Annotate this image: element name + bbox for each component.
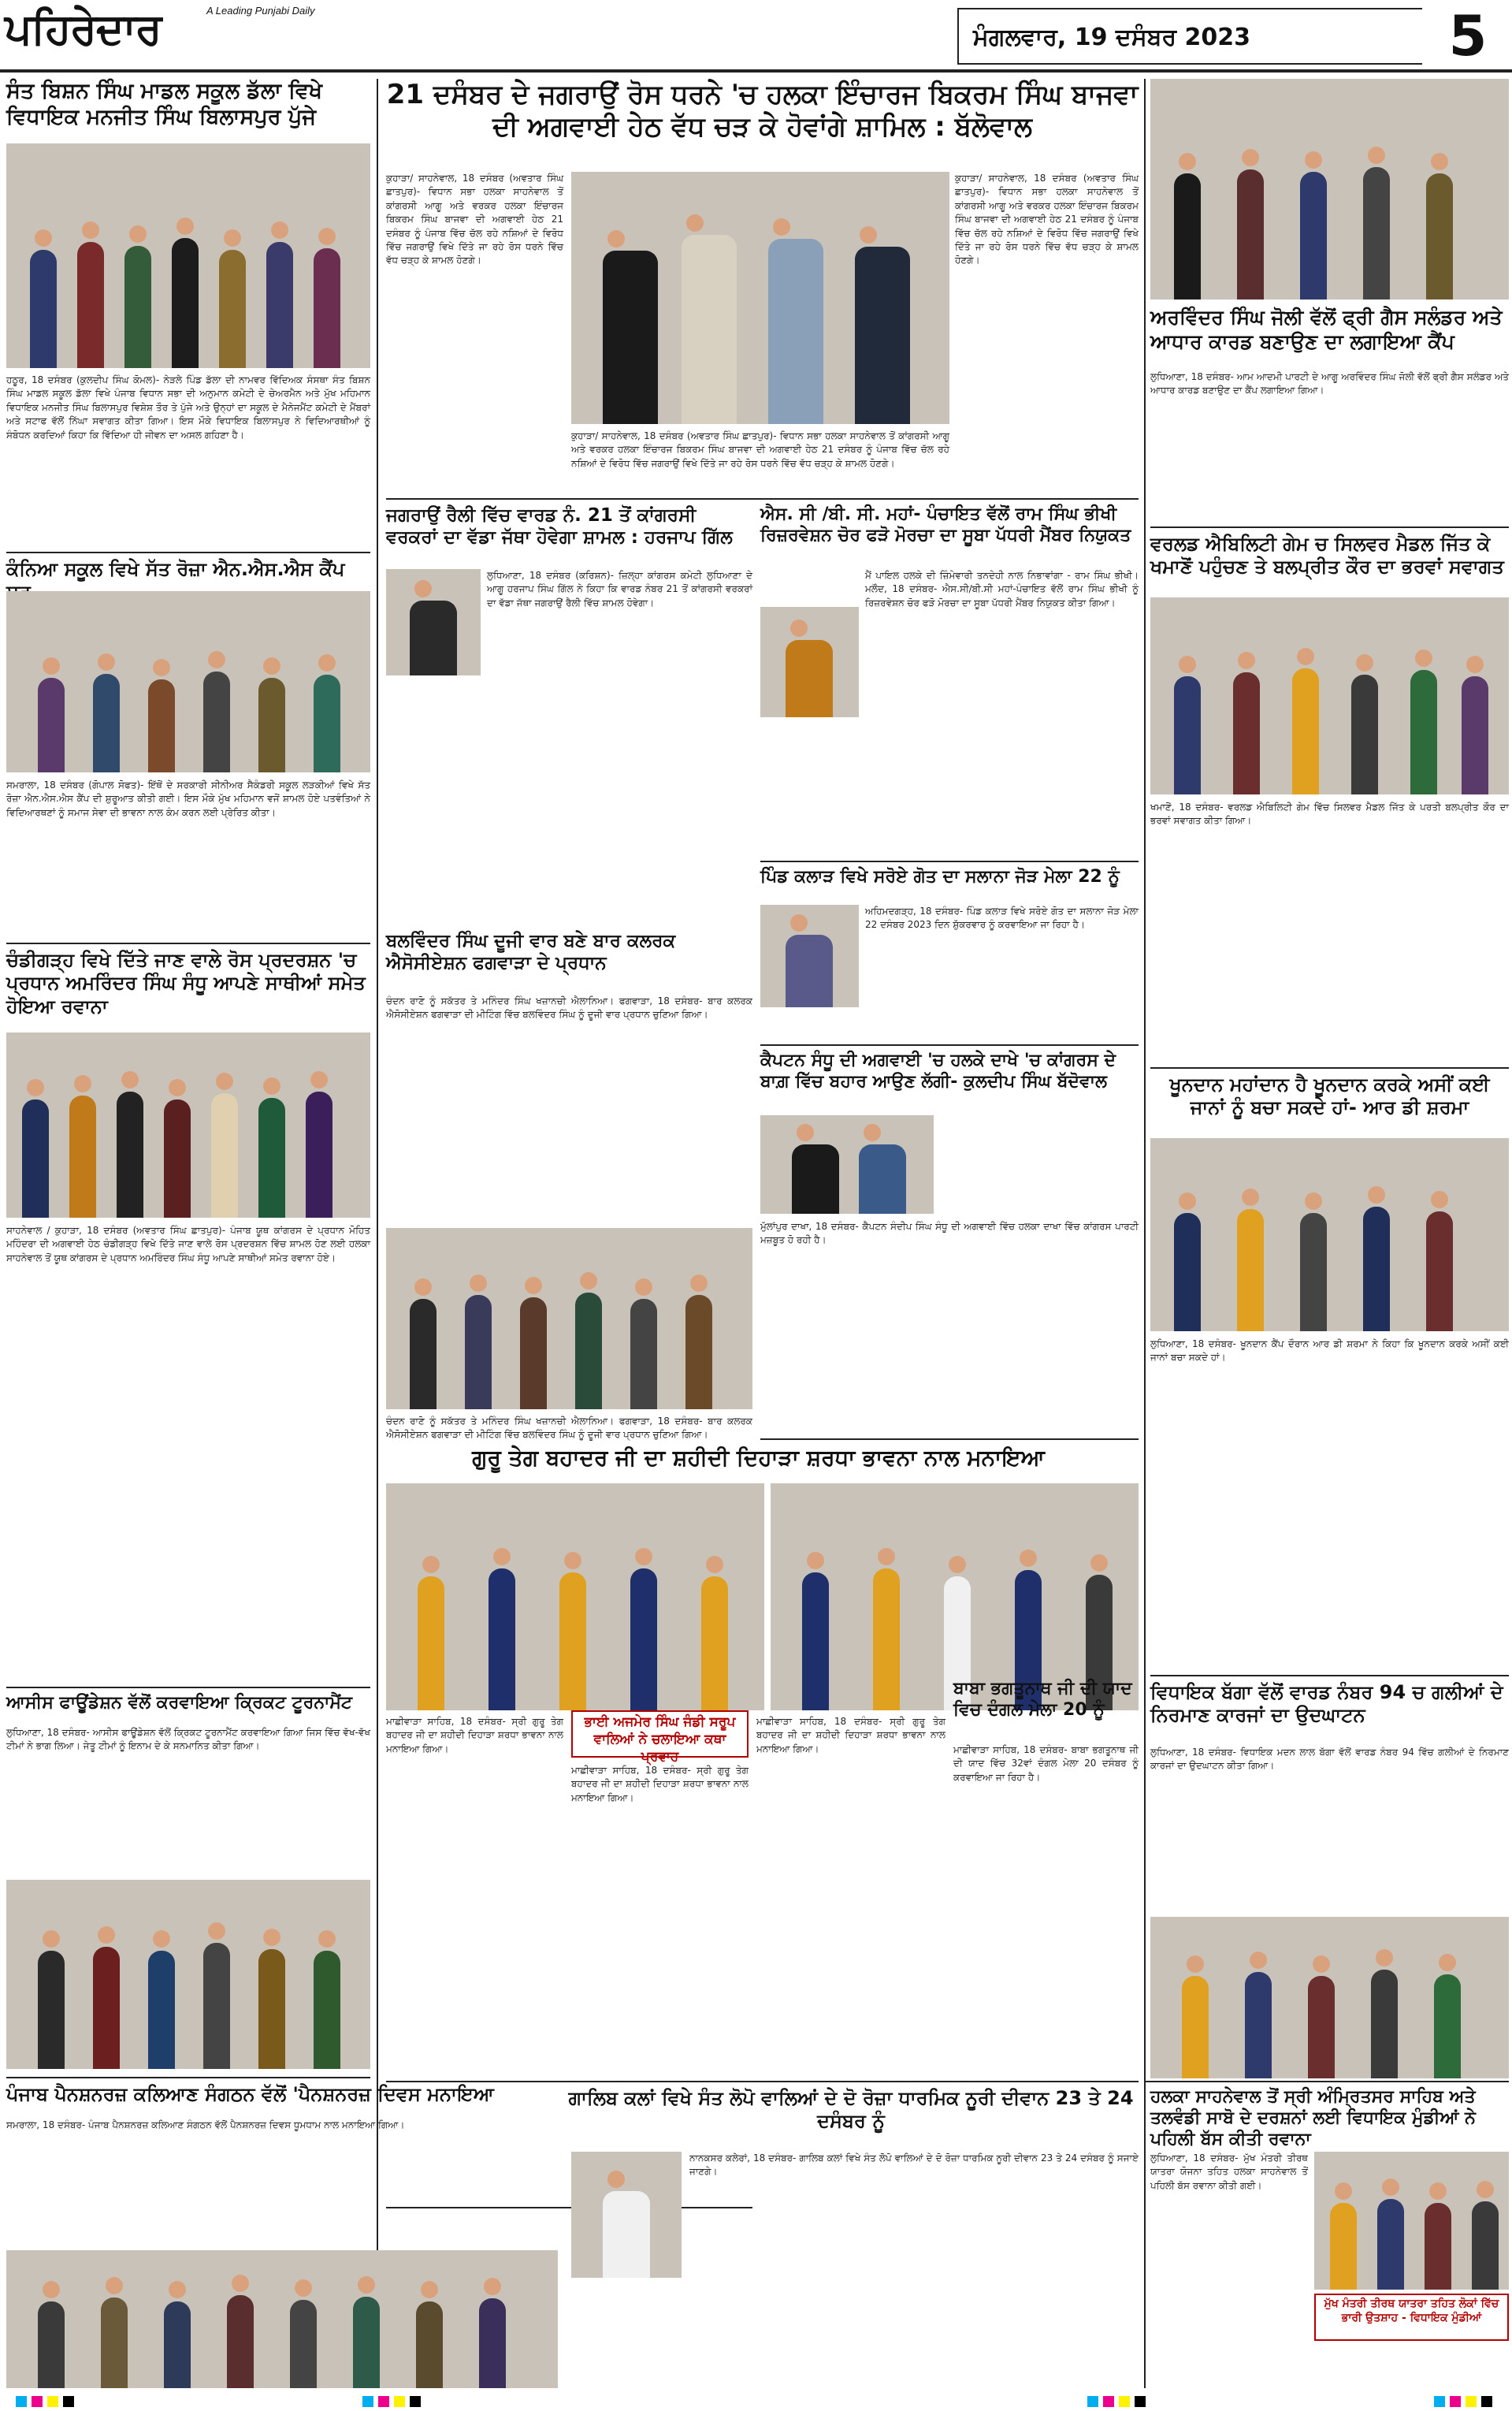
headline-b2: ਐਸ. ਸੀ /ਬੀ. ਸੀ. ਮਹਾਂ- ਪੰਚਾਇਤ ਵੱਲੋਂ ਰਾਮ ਸਿੰਘ ਭੀਖੀ ਰਿਜ਼ਰਵੇਸ਼ਨ ਚੋਰ ਫੜੋ ਮੋਰਚਾ ਦਾ ਸੂਬਾ ਪੱਧਰੀ ਮੈਂਬਰ ਨਿਯੁਕਤ [760, 504, 1131, 545]
article-body-d5: ਲੁਧਿਆਣਾ, 18 ਦਸੰਬਰ- ਮੁੱਖ ਮੰਤਰੀ ਤੀਰਥ ਯਾਤਰਾ ਯੋਜਨਾ ਤਹਿਤ ਹਲਕਾ ਸਾਹਨੇਵਾਲ ਤੋਂ ਪਹਿਲੀ ਬੱਸ ਰਵਾਨਾ ਕੀਤੀ ਗਈ। [1150, 2152, 1308, 2191]
issue-date: ਮੰਗਲਵਾਰ, 19 ਦਸੰਬਰ 2023 [957, 8, 1422, 65]
photo-protest-group [6, 1032, 370, 1218]
divider [1150, 526, 1509, 528]
photo-pilgrimage-bus [1314, 2152, 1509, 2290]
divider [6, 552, 370, 553]
article-body-c1-c: ਮਾਛੀਵਾੜਾ ਸਾਹਿਬ, 18 ਦਸੰਬਰ- ਸ੍ਰੀ ਗੁਰੂ ਤੇਗ ਬਹਾਦਰ ਜੀ ਦਾ ਸ਼ਹੀਦੀ ਦਿਹਾੜਾ ਸ਼ਰਧਾ ਭਾਵਨਾ ਨਾਲ ਮਨਾਇਆ ਗਿਆ। [756, 1716, 945, 1754]
divider [1150, 1675, 1509, 1676]
photo-nss-camp [6, 591, 370, 772]
column-rule [1144, 79, 1146, 2388]
divider [386, 498, 1139, 500]
photo-school-event [6, 143, 370, 368]
article-body-c1-b: ਮਾਛੀਵਾੜਾ ਸਾਹਿਬ, 18 ਦਸੰਬਰ- ਸ੍ਰੀ ਗੁਰੂ ਤੇਗ ਬਹਾਦਰ ਜੀ ਦਾ ਸ਼ਹੀਦੀ ਦਿਹਾੜਾ ਸ਼ਰਧਾ ਭਾਵਨਾ ਨਾਲ ਮਨਾਇਆ ਗਿਆ। [571, 1765, 749, 1803]
lead-body-col2: ਕੁਹਾੜਾ/ ਸਾਹਨੇਵਾਲ, 18 ਦਸੰਬਰ (ਅਵਤਾਰ ਸਿੰਘ ਛਾਤਪੁਰ)- ਵਿਧਾਨ ਸਭਾ ਹਲਕਾ ਸਾਹਨੇਵਾਲ ਤੋਂ ਕਾਂਗਰਸੀ ਆਗੂ ਅਤੇ ਵਰਕਰ ਹਲਕਾ ਇੰਚਾਰਜ ਬਿਕਰਮ ਸਿੰਘ ਬਾਜਵਾ ਦੀ ਅਗਵਾਈ ਹੇਠ 21 ਦਸੰਬਰ ਨੂੰ ਪੰਜਾਬ ਵਿੱਚ ਚੱਲ ਰਹੇ ਨਸ਼ਿਆਂ ਦੇ ਵਿਰੋਧ ਵਿੱਚ ਜਗਰਾਉਂ ਵਿਖੇ ਦਿੱਤੇ ਜਾ ਰਹੇ ਰੋਸ ਧਰਨੇ ਵਿੱਚ ਵੱਧ ਚੜ੍ਹ ਕੇ ਸ਼ਾਮਲ ਹੋਣਗੇ। [571, 430, 949, 469]
headline-c2: ਬਾਬਾ ਭਗਤੂਨਾਥ ਜੀ ਦੀ ਯਾਦ ਵਿਚ ਦੰਗਲ ਮੇਲਾ 20 ਨੂੰ [953, 1679, 1132, 1720]
headline-c3: ਗਾਲਿਬ ਕਲਾਂ ਵਿਖੇ ਸੰਤ ਲੋਪੋ ਵਾਲਿਆਂ ਦੇ ਦੋ ਰੋਜ਼ਾ ਧਾਰਮਿਕ ਨੂਰੀ ਦੀਵਾਨ 23 ਤੇ 24 ਦਸੰਬਰ ਨੂੰ [568, 2087, 1134, 2133]
photo-kalar-village [760, 905, 859, 1007]
headline-d1: ਅਰਵਿੰਦਰ ਸਿੰਘ ਜੋਲੀ ਵੱਲੋਂ ਫ੍ਰੀ ਗੈਸ ਸਲੰਡਰ ਅਤੇ ਆਧਾਰ ਕਾਰਡ ਬਣਾਉਣ ਦਾ ਲਗਾਇਆ ਕੈਂਪ [1150, 306, 1503, 353]
photo-ward-94-inauguration [1150, 1917, 1509, 2078]
headline-d2: ਵਰਲਡ ਐਬਿਲਿਟੀ ਗੇਮ ਚ ਸਿਲਵਰ ਮੈਡਲ ਜਿੱਤ ਕੇ ਖਮਾਣੋਂ ਪਹੁੰਚਣ ਤੇ ਬਲਪ੍ਰੀਤ ਕੌਰ ਦਾ ਭਰਵਾਂ ਸਵਾਗਤ [1150, 533, 1504, 579]
photo-gas-cylinder-camp [1150, 79, 1509, 300]
headline-b4: ਪਿੰਡ ਕਲਾੜ ਵਿਖੇ ਸਰੋਏ ਗੋਤ ਦਾ ਸਲਾਨਾ ਜੋੜ ਮੇਲਾ 22 ਨੂੰ [760, 867, 1120, 887]
divider [6, 2077, 370, 2078]
photo-shaheedi-gurpurab [386, 1483, 764, 1710]
headline-d3: ਖੂਨਦਾਨ ਮਹਾਂਦਾਨ ਹੈ ਖੂਨਦਾਨ ਕਰਕੇ ਅਸੀਂ ਕਈ ਜਾਨਾਂ ਨੂੰ ਬਚਾ ਸਕਦੇ ਹਾਂ- ਆਰ ਡੀ ਸ਼ਰਮਾ [1169, 1073, 1490, 1119]
divider [386, 2081, 1139, 2082]
headline-b5: ਕੈਪਟਨ ਸੰਧੂ ਦੀ ਅਗਵਾਈ 'ਚ ਹਲਕੇ ਦਾਖੇ 'ਚ ਕਾਂਗਰਸ ਦੇ ਬਾਗ਼ ਵਿੱਚ ਬਹਾਰ ਆਉਣ ਲੱਗੀ- ਕੁਲਦੀਪ ਸਿੰਘ ਬੱਦੋਵਾਲ [760, 1051, 1116, 1092]
headline-d4: ਵਿਧਾਇਕ ਬੱਗਾ ਵੱਲੋਂ ਵਾਰਡ ਨੰਬਰ 94 ਚ ਗਲੀਆਂ ਦੇ ਨਿਰਮਾਣ ਕਾਰਜਾਂ ਦਾ ਉਦਘਾਟਨ [1150, 1681, 1503, 1727]
masthead [0, 0, 1512, 73]
article-body-d1: ਲੁਧਿਆਣਾ, 18 ਦਸੰਬਰ- ਆਮ ਆਦਮੀ ਪਾਰਟੀ ਦੇ ਆਗੂ ਅਰਵਿੰਦਰ ਸਿੰਘ ਜੋਲੀ ਵੱਲੋਂ ਫ੍ਰੀ ਗੈਸ ਸਲੰਡਰ ਅਤੇ ਆਧਾਰ ਕਾਰਡ ਬਣਾਉਣ ਦਾ ਕੈਂਪ ਲਗਾਇਆ ਗਿਆ। [1150, 371, 1509, 396]
newspaper-logo: ਪਹਿਰੇਦਾਰ [5, 3, 162, 54]
lead-body-col3: ਕੁਹਾੜਾ/ ਸਾਹਨੇਵਾਲ, 18 ਦਸੰਬਰ (ਅਵਤਾਰ ਸਿੰਘ ਛਾਤਪੁਰ)- ਵਿਧਾਨ ਸਭਾ ਹਲਕਾ ਸਾਹਨੇਵਾਲ ਤੋਂ ਕਾਂਗਰਸੀ ਆਗੂ ਅਤੇ ਵਰਕਰ ਹਲਕਾ ਇੰਚਾਰਜ ਬਿਕਰਮ ਸਿੰਘ ਬਾਜਵਾ ਦੀ ਅਗਵਾਈ ਹੇਠ 21 ਦਸੰਬਰ ਨੂੰ ਪੰਜਾਬ ਵਿੱਚ ਚੱਲ ਰਹੇ ਨਸ਼ਿਆਂ ਦੇ ਵਿਰੋਧ ਵਿੱਚ ਜਗਰਾਉਂ ਵਿਖੇ ਦਿੱਤੇ ਜਾ ਰਹੇ ਰੋਸ ਧਰਨੇ ਵਿੱਚ ਵੱਧ ਚੜ੍ਹ ਕੇ ਸ਼ਾਮਲ ਹੋਣਗੇ। [955, 173, 1139, 266]
article-body-d3: ਲੁਧਿਆਣਾ, 18 ਦਸੰਬਰ- ਖੂਨਦਾਨ ਕੈਂਪ ਦੌਰਾਨ ਆਰ ਡੀ ਸ਼ਰਮਾ ਨੇ ਕਿਹਾ ਕਿ ਖੂਨਦਾਨ ਕਰਕੇ ਅਸੀਂ ਕਈ ਜਾਨਾਂ ਬਚਾ ਸਕਦੇ ਹਾਂ। [1150, 1338, 1509, 1364]
article-body-c3: ਨਾਨਕਸਰ ਕਲੇਰਾਂ, 18 ਦਸੰਬਰ- ਗਾਲਿਬ ਕਲਾਂ ਵਿਖੇ ਸੰਤ ਲੋਪੋ ਵਾਲਿਆਂ ਦੇ ਦੋ ਰੋਜ਼ਾ ਧਾਰਮਿਕ ਨੂਰੀ ਦੀਵਾਨ 23 ਤੇ 24 ਦਸੰਬਰ ਨੂੰ ਸਜਾਏ ਜਾਣਗੇ। [689, 2152, 1139, 2178]
headline-a3: ਚੰਡੀਗੜ੍ਹ ਵਿਖੇ ਦਿੱਤੇ ਜਾਣ ਵਾਲੇ ਰੋਸ ਪ੍ਰਦਰਸ਼ਨ 'ਚ ਪ੍ਰਧਾਨ ਅਮਰਿੰਦਰ ਸਿੰਘ ਸੰਧੂ ਆਪਣੇ ਸਾਥੀਆਂ ਸਮੇਤ ਹੋਇਆ ਰਵਾਨਾ [6, 949, 366, 1018]
photo-sant-lope-wale [571, 2152, 682, 2278]
photo-sangat-gathering [771, 1483, 1139, 1710]
divider [760, 861, 1139, 862]
headline-a4: ਆਸੀਸ ਫਾਊਂਡੇਸ਼ਨ ਵੱਲੋਂ ਕਰਵਾਇਆ ਕ੍ਰਿਕਟ ਟੂਰਨਾਮੈਂਟ [6, 1693, 353, 1713]
headline-b3: ਬਲਵਿੰਦਰ ਸਿੰਘ ਦੂਜੀ ਵਾਰ ਬਣੇ ਬਾਰ ਕਲਰਕ ਐਸੋਸੀਏਸ਼ਨ ਫਗਵਾੜਾ ਦੇ ਪ੍ਰਧਾਨ [386, 931, 676, 974]
photo-silver-medal-welcome [1150, 597, 1509, 794]
article-body-a1: ਹਠੂਰ, 18 ਦਸੰਬਰ (ਕੁਲਦੀਪ ਸਿੰਘ ਕੋਮਲ)- ਨੇੜਲੇ ਪਿੰਡ ਡੱਲਾ ਦੀ ਨਾਮਵਰ ਵਿੱਦਿਅਕ ਸੰਸਥਾ ਸੰਤ ਬਿਸ਼ਨ ਸਿੰਘ ਮਾਡਲ ਸਕੂਲ ਡੱਲਾ ਵਿਖੇ ਪੰਜਾਬ ਵਿਧਾਨ ਸਭਾ ਦੀ ਅਨੁਮਾਨ ਕਮੇਟੀ ਦੇ ਚੇਅਰਮੈਨ ਅਤੇ ਮੁੱਖ ਮਹਿਮਾਨ ਵਿਧਾਇਕ ਮਨਜੀਤ ਸਿੰਘ ਬਿਲਾਸਪੁਰ ਵਿਸ਼ੇਸ਼ ਤੌਰ ਤੇ ਪੁੱਜੇ ਅਤੇ ਉਨ੍ਹਾਂ ਦਾ ਸਕੂਲ ਦੇ ਮੈਨੇਜਮੈਂਟ ਕਮੇਟੀ ਦੇ ਮੈਂਬਰਾਂ ਅਤੇ ਸਟਾਫ ਵੱਲੋਂ ਨਿੱਘਾ ਸਵਾਗਤ ਕੀਤਾ ਗਿਆ। ਇਸ ਮੌਕੇ ਵਿਧਾਇਕ ਬਿਲਾਸਪੁਰ ਨੇ ਵਿਦਿਆਰਥੀਆਂ ਨੂੰ ਸੰਬੋਧਨ ਕਰਦਿਆਂ ਕਿਹਾ ਕਿ ਵਿੱਦਿਆ ਹੀ ਜੀਵਨ ਦਾ ਅਸਲ ਗਹਿਣਾ ਹੈ। [6, 374, 370, 441]
headline-d5: ਹਲਕਾ ਸਾਹਨੇਵਾਲ ਤੋਂ ਸ੍ਰੀ ਅੰਮ੍ਰਿਤਸਰ ਸਾਹਿਬ ਅਤੇ ਤਲਵੰਡੀ ਸਾਬੋ ਦੇ ਦਰਸ਼ਨਾਂ ਲਈ ਵਿਧਾਇਕ ਮੁੰਡੀਆਂ ਨੇ ਪਹਿਲੀ ਬੱਸ ਕੀਤੀ ਰਵਾਨਾ [1150, 2087, 1476, 2149]
article-body-d2: ਖਮਾਣੋਂ, 18 ਦਸੰਬਰ- ਵਰਲਡ ਐਬਿਲਿਟੀ ਗੇਮ ਵਿੱਚ ਸਿਲਵਰ ਮੈਡਲ ਜਿੱਤ ਕੇ ਪਰਤੀ ਬਲਪ੍ਰੀਤ ਕੌਰ ਦਾ ਭਰਵਾਂ ਸਵਾਗਤ ਕੀਤਾ ਗਿਆ। [1150, 802, 1509, 827]
article-body-b2: ਮੈਂ ਪਾਇਲ ਹਲਕੇ ਦੀ ਜ਼ਿੰਮੇਵਾਰੀ ਤਨਦੇਹੀ ਨਾਲ ਨਿਭਾਵਾਂਗਾ - ਰਾਮ ਸਿੰਘ ਭੀਖੀ। ਮਲੌਦ, 18 ਦਸੰਬਰ- ਐਸ.ਸੀ/ਬੀ.ਸੀ ਮਹਾਂ-ਪੰਚਾਇਤ ਵੱਲੋਂ ਰਾਮ ਸਿੰਘ ਭੀਖੀ ਨੂੰ ਰਿਜ਼ਰਵੇਸ਼ਨ ਚੋਰ ਫੜੋ ਮੋਰਚਾ ਦਾ ਸੂਬਾ ਪੱਧਰੀ ਮੈਂਬਰ ਨਿਯੁਕਤ ਕੀਤਾ ਗਿਆ। [865, 570, 1139, 608]
article-body-a2: ਸਮਰਾਲਾ, 18 ਦਸੰਬਰ (ਗੋਪਾਲ ਸੋਫਤ)- ਇੱਥੋਂ ਦੇ ਸਰਕਾਰੀ ਸੀਨੀਅਰ ਸੈਕੰਡਰੀ ਸਕੂਲ ਲੜਕੀਆਂ ਵਿਖੇ ਸੱਤ ਰੋਜ਼ਾ ਐਨ.ਐਸ.ਐਸ ਕੈਂਪ ਦੀ ਸ਼ੁਰੂਆਤ ਕੀਤੀ ਗਈ। ਇਸ ਮੌਕੇ ਮੁੱਖ ਮਹਿਮਾਨ ਵਜੋਂ ਸ਼ਾਮਲ ਹੋਏ ਪਤਵੰਤਿਆਂ ਨੇ ਵਿਦਿਆਰਥਣਾਂ ਨੂੰ ਸਮਾਜ ਸੇਵਾ ਦੀ ਭਾਵਨਾ ਨਾਲ ਕੰਮ ਕਰਨ ਲਈ ਪ੍ਰੇਰਿਤ ਕੀਤਾ। [6, 779, 370, 818]
divider [6, 1687, 370, 1688]
divider [760, 1438, 1139, 1440]
article-body-a3: ਸਾਹਨੇਵਾਲ / ਕੁਹਾੜਾ, 18 ਦਸੰਬਰ (ਅਵਤਾਰ ਸਿੰਘ ਛਾਤਪੁਰ)- ਪੰਜਾਬ ਯੂਥ ਕਾਂਗਰਸ ਦੇ ਪ੍ਰਧਾਨ ਮੋਹਿਤ ਮਹਿੰਦਰਾ ਦੀ ਅਗਵਾਈ ਹੇਠ ਚੰਡੀਗੜ੍ਹ ਵਿਖੇ ਦਿੱਤੇ ਜਾਣ ਵਾਲੇ ਰੋਸ ਪ੍ਰਦਰਸ਼ਨ ਵਿੱਚ ਸ਼ਾਮਲ ਹੋਣ ਲਈ ਹਲਕਾ ਸਾਹਨੇਵਾਲ ਤੋਂ ਯੂਥ ਕਾਂਗਰਸ ਦੇ ਪ੍ਰਧਾਨ ਅਮਰਿੰਦਰ ਸਿੰਘ ਸੰਧੂ ਆਪਣੇ ਸਾਥੀਆਂ ਸਮੇਤ ਰਵਾਨਾ ਹੋਏ। [6, 1225, 370, 1263]
photo-pensioners-day [6, 2250, 558, 2388]
photo-caption-c1: ਭਾਈ ਅਜਮੇਰ ਸਿੰਘ ਜੰਡੀ ਸਰੂਪ ਵਾਲਿਆਂ ਨੇ ਚਲਾਇਆ ਕਥਾ ਪ੍ਰਵਾਹ [571, 1710, 749, 1758]
divider [760, 1044, 1139, 1046]
article-body-b3-cont: ਚੰਦਨ ਰਾਣੋ ਨੂੰ ਸਕੱਤਰ ਤੇ ਮਨਿੰਦਰ ਸਿੰਘ ਖਜ਼ਾਨਚੀ ਐਲਾਨਿਆ। ਫਗਵਾੜਾ, 18 ਦਸੰਬਰ- ਬਾਰ ਕਲਰਕ ਐਸੋਸੀਏਸ਼ਨ ਫਗਵਾੜਾ ਦੀ ਮੀਟਿੰਗ ਵਿੱਚ ਬਲਵਿੰਦਰ ਸਿੰਘ ਨੂੰ ਦੂਜੀ ਵਾਰ ਪ੍ਰਧਾਨ ਚੁਣਿਆ ਗਿਆ। [386, 1416, 752, 1441]
photo-cricket-tournament [6, 1880, 370, 2069]
lead-body-col: ਕੁਹਾੜਾ/ ਸਾਹਨੇਵਾਲ, 18 ਦਸੰਬਰ (ਅਵਤਾਰ ਸਿੰਘ ਛਾਤਪੁਰ)- ਵਿਧਾਨ ਸਭਾ ਹਲਕਾ ਸਾਹਨੇਵਾਲ ਤੋਂ ਕਾਂਗਰਸੀ ਆਗੂ ਅਤੇ ਵਰਕਰ ਹਲਕਾ ਇੰਚਾਰਜ ਬਿਕਰਮ ਸਿੰਘ ਬਾਜਵਾ ਦੀ ਅਗਵਾਈ ਹੇਠ 21 ਦਸੰਬਰ ਨੂੰ ਪੰਜਾਬ ਵਿੱਚ ਚੱਲ ਰਹੇ ਨਸ਼ਿਆਂ ਦੇ ਵਿਰੋਧ ਵਿੱਚ ਜਗਰਾਉਂ ਵਿਖੇ ਦਿੱਤੇ ਜਾ ਰਹੇ ਰੋਸ ਧਰਨੇ ਵਿੱਚ ਵੱਧ ਚੜ੍ਹ ਕੇ ਸ਼ਾਮਲ ਹੋਣਗੇ। [386, 173, 563, 266]
headline-a2: ਕੰਨਿਆ ਸਕੂਲ ਵਿਖੇ ਸੱਤ ਰੋਜ਼ਾ ਐਨ.ਐਸ.ਐਸ ਕੈਂਪ [6, 558, 345, 580]
photo-bar-clerk-association [386, 1228, 752, 1409]
article-body-d4: ਲੁਧਿਆਣਾ, 18 ਦਸੰਬਰ- ਵਿਧਾਇਕ ਮਦਨ ਲਾਲ ਬੱਗਾ ਵੱਲੋਂ ਵਾਰਡ ਨੰਬਰ 94 ਵਿੱਚ ਗਲੀਆਂ ਦੇ ਨਿਰਮਾਣ ਕਾਰਜਾਂ ਦਾ ਉਦਘਾਟਨ ਕੀਤਾ ਗਿਆ। [1150, 1747, 1509, 1772]
headline-b1: ਜਗਰਾਉਂ ਰੈਲੀ ਵਿੱਚ ਵਾਰਡ ਨੰ. 21 ਤੋਂ ਕਾਂਗਰਸੀ ਵਰਕਰਾਂ ਦਾ ਵੱਡਾ ਜੱਥਾ ਹੋਵੇਗਾ ਸ਼ਾਮਲ : ਹਰਜਾਪ ਗਿੱਲ [386, 505, 733, 549]
article-body-a4: ਲੁਧਿਆਣਾ, 18 ਦਸੰਬਰ- ਆਸੀਸ ਫਾਊਂਡੇਸ਼ਨ ਵੱਲੋਂ ਕ੍ਰਿਕਟ ਟੂਰਨਾਮੈਂਟ ਕਰਵਾਇਆ ਗਿਆ ਜਿਸ ਵਿੱਚ ਵੱਖ-ਵੱਖ ਟੀਮਾਂ ਨੇ ਭਾਗ ਲਿਆ। ਜੇਤੂ ਟੀਮਾਂ ਨੂੰ ਇਨਾਮ ਦੇ ਕੇ ਸਨਮਾਨਿਤ ਕੀਤਾ ਗਿਆ। [6, 1727, 370, 1752]
photo-blood-donation [1150, 1138, 1509, 1331]
article-body-b1: ਲੁਧਿਆਣਾ, 18 ਦਸੰਬਰ (ਕਰਿਸ਼ਨ)- ਜ਼ਿਲ੍ਹਾ ਕਾਂਗਰਸ ਕਮੇਟੀ ਲੁਧਿਆਣਾ ਦੇ ਆਗੂ ਹਰਜਾਪ ਸਿੰਘ ਗਿੱਲ ਨੇ ਕਿਹਾ ਕਿ ਵਾਰਡ ਨੰਬਰ 21 ਤੋਂ ਕਾਂਗਰਸੀ ਵਰਕਰਾਂ ਦਾ ਵੱਡਾ ਜੱਥਾ ਜਗਰਾਉਂ ਰੈਲੀ ਵਿੱਚ ਸ਼ਾਮਲ ਹੋਵੇਗਾ। [487, 570, 752, 608]
headline-a5: ਪੰਜਾਬ ਪੈਨਸ਼ਨਰਜ਼ ਕਲਿਆਣ ਸੰਗਠਨ ਵੱਲੋਂ 'ਪੈਨਸ਼ਨਰਜ਼ ਦਿਵਸ ਮਨਾਇਆ [6, 2083, 494, 2105]
photo-caption-d5: ਮੁੱਖ ਮੰਤਰੀ ਤੀਰਥ ਯਾਤਰਾ ਤਹਿਤ ਲੋਕਾਂ ਵਿੱਚ ਭਾਰੀ ਉਤਸ਼ਾਹ - ਵਿਧਾਇਕ ਮੁੰਡੀਆਂ [1314, 2294, 1509, 2341]
article-body-b3: ਚੰਦਨ ਰਾਣੋ ਨੂੰ ਸਕੱਤਰ ਤੇ ਮਨਿੰਦਰ ਸਿੰਘ ਖਜ਼ਾਨਚੀ ਐਲਾਨਿਆ। ਫਗਵਾੜਾ, 18 ਦਸੰਬਰ- ਬਾਰ ਕਲਰਕ ਐਸੋਸੀਏਸ਼ਨ ਫਗਵਾੜਾ ਦੀ ਮੀਟਿੰਗ ਵਿੱਚ ਬਲਵਿੰਦਰ ਸਿੰਘ ਨੂੰ ਦੂਜੀ ਵਾਰ ਪ੍ਰਧਾਨ ਚੁਣਿਆ ਗਿਆ। [386, 995, 752, 1021]
article-body-c1: ਮਾਛੀਵਾੜਾ ਸਾਹਿਬ, 18 ਦਸੰਬਰ- ਸ੍ਰੀ ਗੁਰੂ ਤੇਗ ਬਹਾਦਰ ਜੀ ਦਾ ਸ਼ਹੀਦੀ ਦਿਹਾੜਾ ਸ਼ਰਧਾ ਭਾਵਨਾ ਨਾਲ ਮਨਾਇਆ ਗਿਆ। [386, 1716, 563, 1754]
photo-harjap-gill [386, 569, 481, 675]
article-body-b4: ਅਹਿਮਦਗੜ੍ਹ, 18 ਦਸੰਬਰ- ਪਿੰਡ ਕਲਾੜ ਵਿਖੇ ਸਰੋਏ ਗੋਤ ਦਾ ਸਲਾਨਾ ਜੋੜ ਮੇਲਾ 22 ਦਸੰਬਰ 2023 ਦਿਨ ਸ਼ੁੱਕਰਵਾਰ ਨੂੰ ਕਰਵਾਇਆ ਜਾ ਰਿਹਾ ਹੈ। [865, 906, 1139, 931]
photo-captain-sandhu [760, 1115, 934, 1214]
column-rule [377, 79, 378, 2388]
article-body-c2: ਮਾਛੀਵਾੜਾ ਸਾਹਿਬ, 18 ਦਸੰਬਰ- ਬਾਬਾ ਭਗਤੂਨਾਥ ਜੀ ਦੀ ਯਾਦ ਵਿੱਚ 32ਵਾਂ ਦੰਗਲ ਮੇਲਾ 20 ਦਸੰਬਰ ਨੂੰ ਕਰਵਾਇਆ ਜਾ ਰਿਹਾ ਹੈ। [953, 1744, 1139, 1783]
divider [6, 943, 370, 944]
registration-bar [0, 2393, 1512, 2411]
divider [1144, 2081, 1509, 2082]
article-body-a5: ਸਮਰਾਲਾ, 18 ਦਸੰਬਰ- ਪੰਜਾਬ ਪੈਨਸ਼ਨਰਜ਼ ਕਲਿਆਣ ਸੰਗਠਨ ਵੱਲੋਂ ਪੈਨਸ਼ਨਰਜ਼ ਦਿਵਸ ਧੂਮਧਾਮ ਨਾਲ ਮਨਾਇਆ ਗਿਆ। [6, 2119, 405, 2130]
photo-congress-leaders [571, 172, 949, 424]
headline-a1: ਸੰਤ ਬਿਸ਼ਨ ਸਿੰਘ ਮਾਡਲ ਸਕੂਲ ਡੱਲਾ ਵਿਖੇ ਵਿਧਾਇਕ ਮਨਜੀਤ ਸਿੰਘ ਬਿਲਾਸਪੁਰ ਪੁੱਜੇ [6, 79, 322, 129]
tagline: A Leading Punjabi Daily [206, 5, 315, 17]
lead-headline: 21 ਦਸੰਬਰ ਦੇ ਜਗਰਾਉਂ ਰੋਸ ਧਰਨੇ 'ਚ ਹਲਕਾ ਇੰਚਾਰਜ ਬਿਕਰਮ ਸਿੰਘ ਬਾਜਵਾ ਦੀ ਅਗਵਾਈ ਹੇਠ ਵੱਧ ਚੜ ਕੇ ਹੋਵਾਂਗੇ ਸ਼ਾਮਿਲ : ਬੱਲੋਵਾਲ [386, 79, 1139, 143]
headline-c1: ਗੁਰੂ ਤੇਗ ਬਹਾਦਰ ਜੀ ਦਾ ਸ਼ਹੀਦੀ ਦਿਹਾੜਾ ਸ਼ਰਧਾ ਭਾਵਨਾ ਨਾਲ ਮਨਾਇਆ [472, 1445, 1045, 1471]
page-number: 5 [1448, 4, 1488, 69]
article-body-b5: ਮੁੱਲਾਂਪੁਰ ਦਾਖਾ, 18 ਦਸੰਬਰ- ਕੈਪਟਨ ਸੰਦੀਪ ਸਿੰਘ ਸੰਧੂ ਦੀ ਅਗਵਾਈ ਵਿੱਚ ਹਲਕਾ ਦਾਖਾ ਵਿੱਚ ਕਾਂਗਰਸ ਪਾਰਟੀ ਮਜ਼ਬੂਤ ਹੋ ਰਹੀ ਹੈ। [760, 1221, 1139, 1246]
photo-ram-singh-bhikhi [760, 607, 859, 717]
divider [1150, 1067, 1509, 1069]
